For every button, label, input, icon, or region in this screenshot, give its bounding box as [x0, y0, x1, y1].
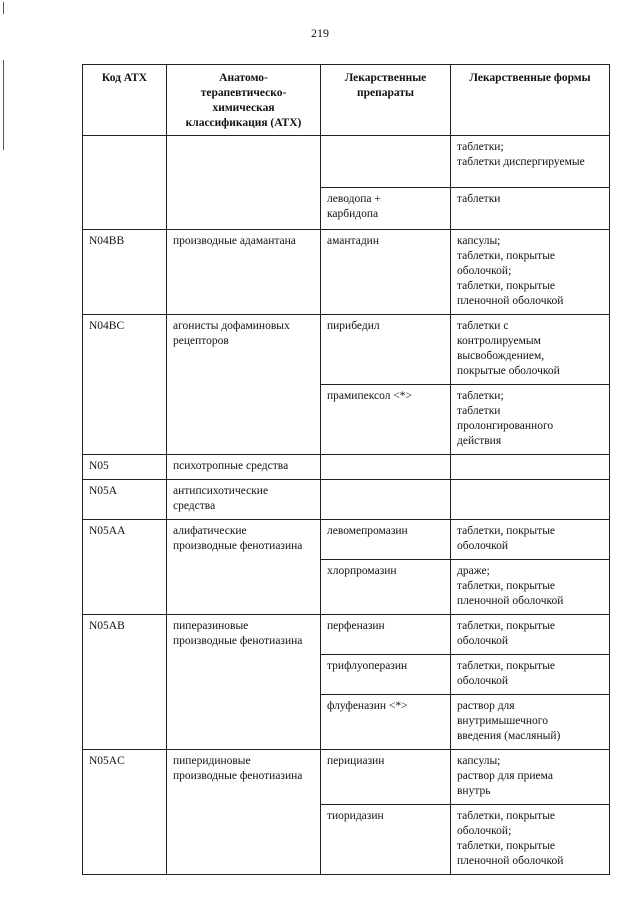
table-row — [83, 136, 610, 188]
dosage-form-cell: таблетки; таблетки диспергируемые — [451, 136, 610, 188]
atc-class-cell: производные адамантана — [167, 230, 321, 315]
atc-code-cell: N05AB — [83, 615, 167, 750]
table-row — [83, 750, 610, 805]
dosage-form-cell — [451, 480, 610, 520]
drug-name-cell: левомепромазин — [321, 520, 451, 560]
page-number: 219 — [311, 26, 329, 40]
margin-mark-left — [3, 60, 4, 150]
table-row — [83, 315, 610, 385]
atc-class-cell — [167, 136, 321, 230]
atc-class-cell: агонисты дофаминовых рецепторов — [167, 315, 321, 455]
dosage-form-cell: раствор для внутримышечного введения (масляный) — [451, 695, 610, 750]
drug-name-cell: тиоридазин — [321, 805, 451, 875]
drug-name-cell — [321, 480, 451, 520]
header-atc-code: Код АТХ — [83, 65, 167, 136]
header-dosage-forms: Лекарственные формы — [451, 65, 610, 136]
atc-class-cell: алифатические производные фенотиазина — [167, 520, 321, 615]
header-row — [83, 65, 610, 136]
table-row — [83, 615, 610, 655]
drug-name-cell: амантадин — [321, 230, 451, 315]
dosage-form-cell: таблетки; таблетки пролонгированного действия — [451, 385, 610, 455]
atc-code-cell: N04BB — [83, 230, 167, 315]
drug-name-cell: пирибедил — [321, 315, 451, 385]
dosage-form-cell: таблетки, покрытые оболочкой; таблетки, покрытые пленочной оболочкой — [451, 805, 610, 875]
dosage-form-cell: таблетки с контролируемым высвобождением, покрытые оболочкой — [451, 315, 610, 385]
table-row — [83, 230, 610, 315]
atc-class-cell: пиперазиновые производные фенотиазина — [167, 615, 321, 750]
drug-name-cell: хлорпромазин — [321, 560, 451, 615]
dosage-form-cell: капсулы; раствор для приема внутрь — [451, 750, 610, 805]
table-row — [83, 455, 610, 480]
atc-code-cell: N05 — [83, 455, 167, 480]
atc-code-cell: N04BC — [83, 315, 167, 455]
atc-class-cell: психотропные средства — [167, 455, 321, 480]
drug-name-cell — [321, 455, 451, 480]
margin-mark-top — [3, 2, 4, 14]
atc-code-cell — [83, 136, 167, 230]
dosage-form-cell: таблетки — [451, 188, 610, 230]
atc-code-cell: N05AA — [83, 520, 167, 615]
drug-name-cell — [321, 136, 451, 188]
atc-code-cell: N05AC — [83, 750, 167, 875]
atc-code-cell: N05A — [83, 480, 167, 520]
atc-table — [82, 64, 610, 875]
drug-name-cell: перфеназин — [321, 615, 451, 655]
drug-name-cell: флуфеназин <*> — [321, 695, 451, 750]
drug-name-cell: трифлуоперазин — [321, 655, 451, 695]
dosage-form-cell: таблетки, покрытые оболочкой — [451, 615, 610, 655]
dosage-form-cell: таблетки, покрытые оболочкой — [451, 655, 610, 695]
header-atc-classification: Анатомо- терапевтическо- химическая классификация (АТХ) — [167, 65, 321, 136]
drug-name-cell: перициазин — [321, 750, 451, 805]
dosage-form-cell — [451, 455, 610, 480]
dosage-form-cell: таблетки, покрытые оболочкой — [451, 520, 610, 560]
drug-name-cell: прамипексол <*> — [321, 385, 451, 455]
table-row — [83, 480, 610, 520]
atc-class-cell: антипсихотические средства — [167, 480, 321, 520]
atc-class-cell: пиперидиновые производные фенотиазина — [167, 750, 321, 875]
dosage-form-cell: капсулы; таблетки, покрытые оболочкой; таблетки, покрытые пленочной оболочкой — [451, 230, 610, 315]
header-drugs: Лекарственные препараты — [321, 65, 451, 136]
drug-name-cell: леводопа + карбидопа — [321, 188, 451, 230]
table-row — [83, 520, 610, 560]
dosage-form-cell: драже; таблетки, покрытые пленочной оболочкой — [451, 560, 610, 615]
